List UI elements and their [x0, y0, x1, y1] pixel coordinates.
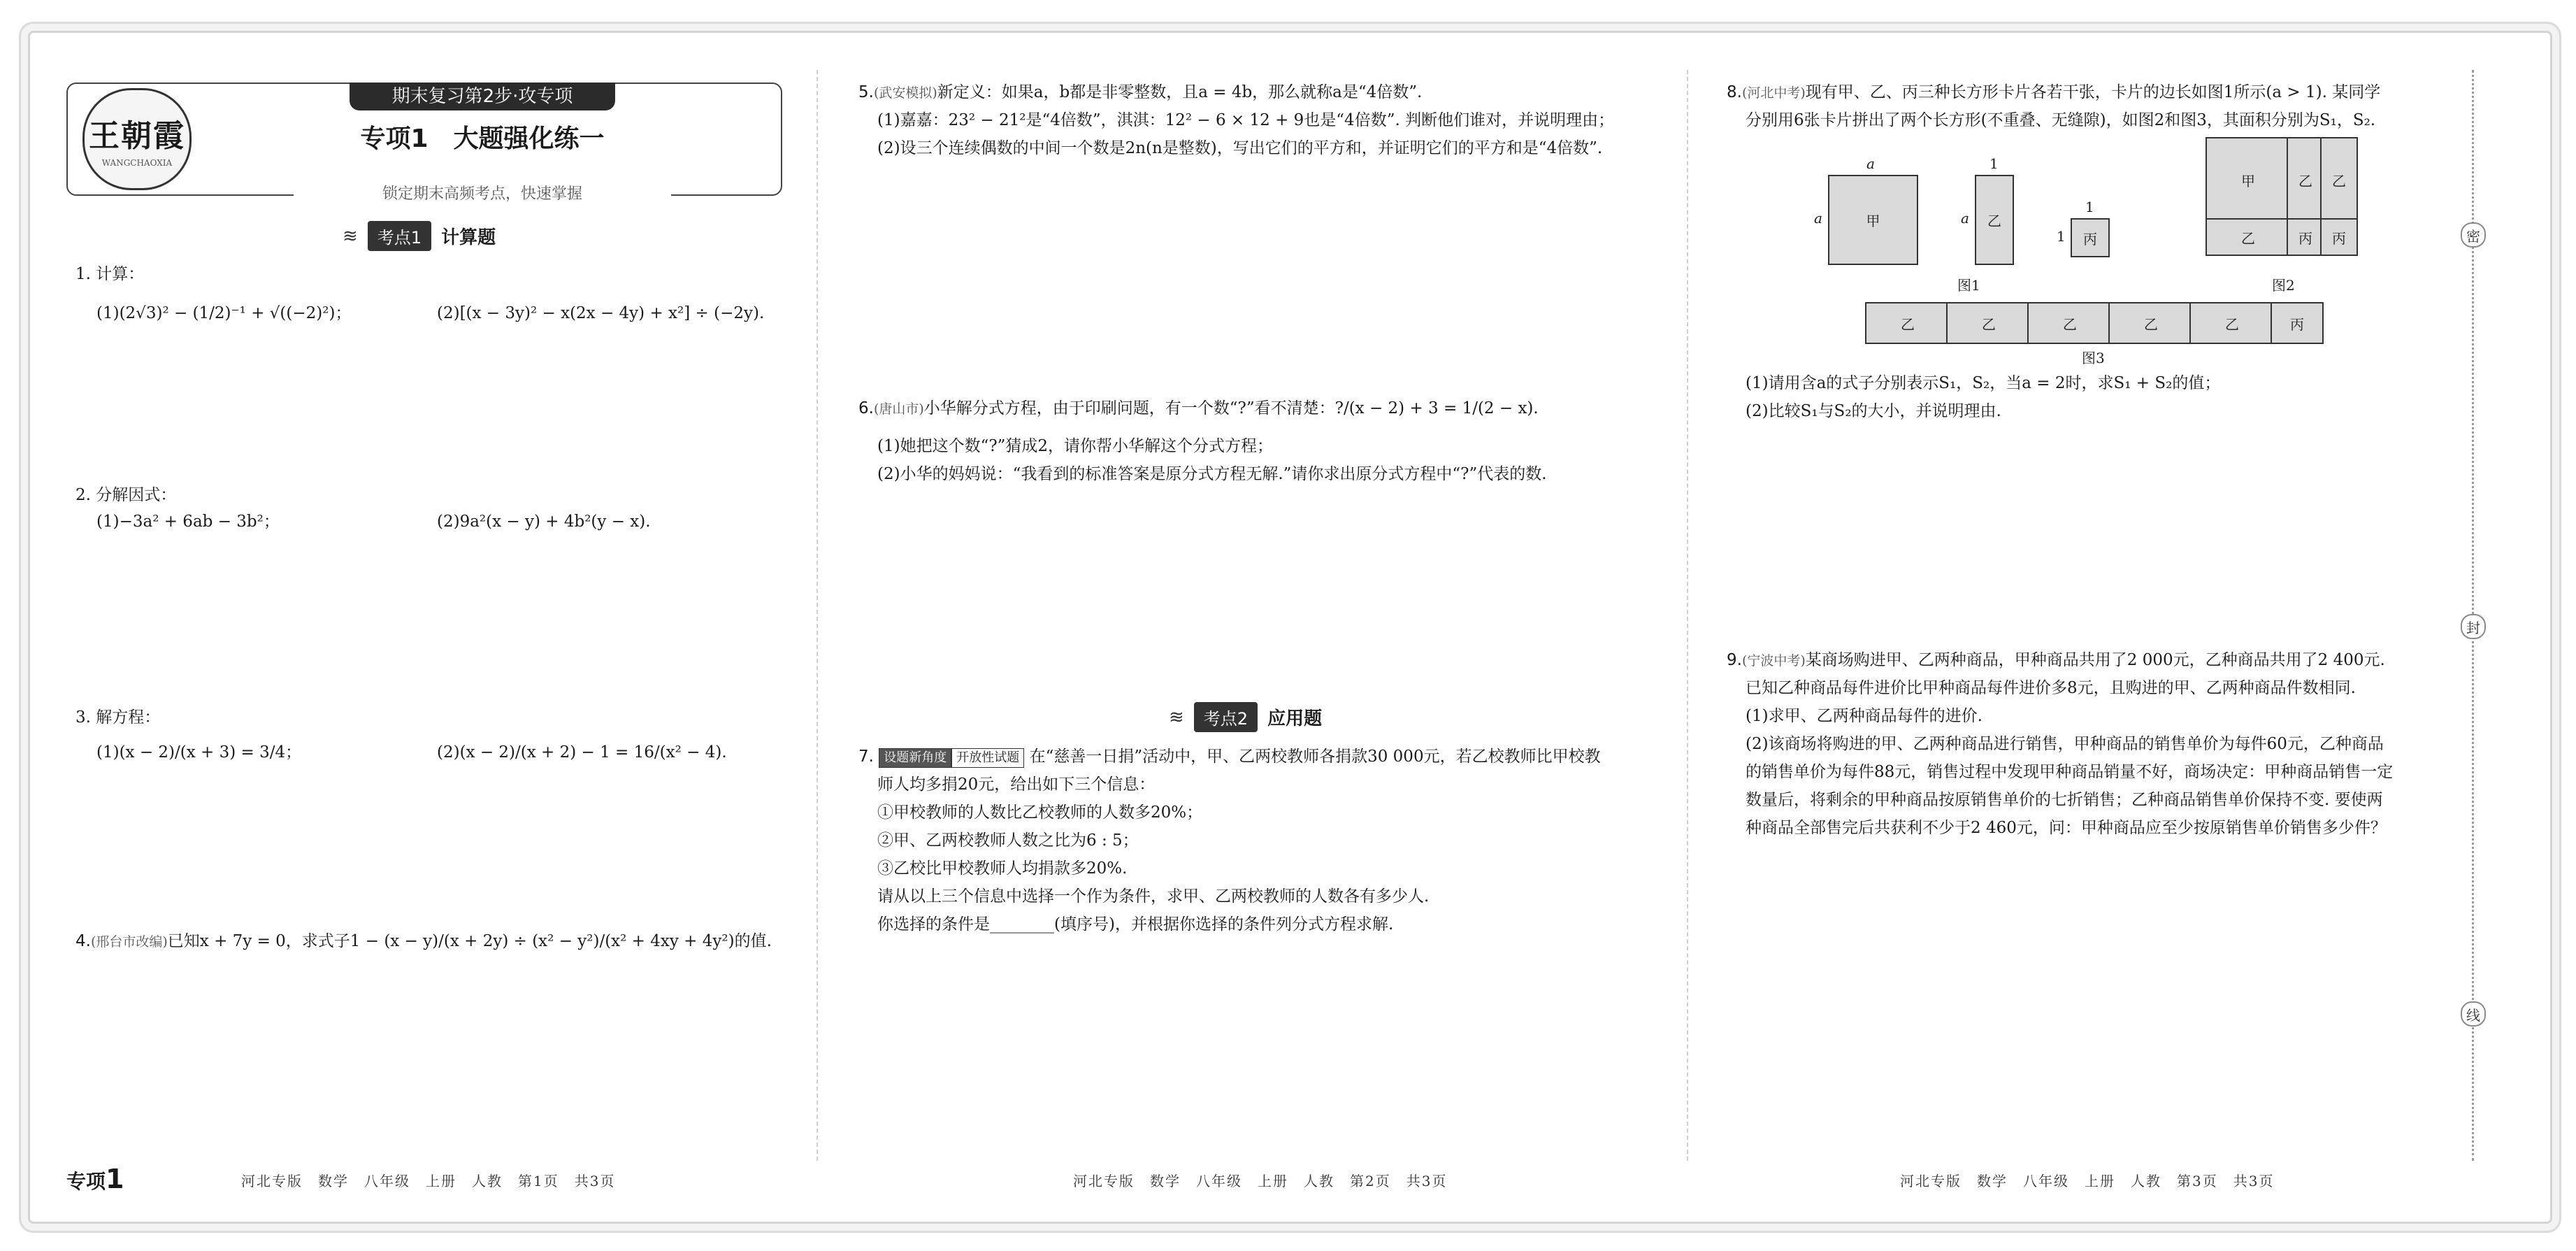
question-6-line-1: 6.(唐山市)小华解分式方程，由于印刷问题，有一个数“?”看不清楚：?/(x − 2) + 3 = 1/(2 − x).	[858, 399, 1539, 417]
section-heading-1	[343, 221, 496, 251]
exam-sheet	[28, 31, 2552, 1224]
question-source: (唐山市)	[873, 401, 924, 417]
question-8-line-1: 8.(河北中考)现有甲、乙、丙三种长方形卡片各若干张，卡片的边长如图1所示(a > 1). 某同学	[1727, 83, 2381, 101]
question-8-line-3: (1)请用含a的式子分别表示S₁，S₂，当a = 2时，求S₁ + S₂的值；	[1746, 374, 2221, 392]
question-source: (宁波中考)	[1741, 653, 1806, 669]
question-7-line-6: 请从以上三个信息中选择一个作为条件，求甲、乙两校教师的人数各有多少人.	[877, 887, 1430, 906]
question-1-part-1: (1)(2√3)² − (1/2)⁻¹ + √((−2)²)；	[96, 304, 352, 322]
card-yi: 乙	[1975, 175, 2014, 265]
question-9-line-4: (2)该商场将购进的甲、乙两种商品进行销售，甲种商品的销售单价为每件60元，乙种商品	[1746, 735, 2384, 753]
column-divider	[816, 70, 818, 1161]
question-9-line-7: 种商品全部售完后共获利不少于2 460元，问：甲种商品应至少按原销售单价销售多少件？	[1746, 819, 2387, 837]
footer-page-3: 河北专版 数学 八年级 上册 人教 第3页 共3页	[1900, 1173, 2275, 1189]
question-7-line-5: ③乙校比甲校教师人均捐款多20%.	[877, 859, 1128, 878]
question-3-part-1: (1)(x − 2)/(x + 3) = 3/4；	[96, 743, 302, 762]
footer-special-label: 专项1	[66, 1164, 124, 1194]
question-1-part-2: (2)[(x − 3y)² − x(2x − 4y) + x²] ÷ (−2y).	[437, 304, 765, 322]
question-9-line-3: (1)求甲、乙两种商品每件的进价.	[1746, 707, 1983, 725]
question-3-stem: 3. 解方程：	[75, 708, 161, 727]
card-bing: 丙	[2071, 218, 2110, 257]
footer-page-2: 河北专版 数学 八年级 上册 人教 第2页 共3页	[1073, 1173, 1448, 1189]
figure-2-caption: 图2	[2272, 277, 2295, 294]
section-heading-2	[1169, 702, 1322, 732]
section-badge: 考点1	[368, 221, 431, 251]
question-9-line-1: 9.(宁波中考)某商场购进甲、乙两种商品，甲种商品共用了2 000元，乙种商品共用了2 400元.	[1727, 651, 2385, 669]
section-badge: 考点2	[1194, 702, 1258, 732]
question-3-part-2: (2)(x − 2)/(x + 2) − 1 = 16/(x² − 4).	[437, 743, 727, 762]
column-divider	[1687, 70, 1688, 1161]
question-source: (河北中考)	[1741, 85, 1806, 101]
question-5-line-3: (2)设三个连续偶数的中间一个数是2n(n是整数)，写出它们的平方和，并证明它们的平方和是“4倍数”.	[877, 139, 1603, 157]
question-6-line-2: (1)她把这个数“?”猜成2，请你帮小华解这个分式方程；	[877, 437, 1274, 455]
question-7-line-3: ①甲校教师的人数比乙校教师的人数多20%；	[877, 803, 1203, 822]
figure-3-caption: 图3	[2082, 350, 2105, 366]
figure-1-caption: 图1	[1957, 277, 1980, 294]
review-step-tag: 期末复习第2步·攻专项	[350, 83, 615, 110]
question-source: (武安模拟)	[873, 85, 937, 101]
page-title: 专项1 大题强化练一	[360, 124, 605, 153]
question-1-stem: 1. 计算：	[75, 265, 145, 283]
question-7-line-2: 师人均多捐20元，给出如下三个信息：	[877, 775, 1156, 794]
question-8-line-4: (2)比较S₁与S₂的大小，并说明理由.	[1746, 402, 2001, 420]
question-7-line-7: 你选择的条件是________(填序号)，并根据你选择的条件列分式方程求解.	[877, 915, 1394, 934]
question-5-line-2: (1)嘉嘉：23² − 21²是“4倍数”，淇淇：12² − 6 × 12 + 9也是“4倍数”. 判断他们谁对，并说明理由；	[877, 111, 1615, 129]
new-angle-tag: 设题新角度	[879, 748, 951, 768]
publisher-logo: 王朝霞 WANGCHAOXIA	[82, 88, 192, 190]
side-mark-mi: 密	[2461, 222, 2486, 248]
question-6-line-3: (2)小华的妈妈说：“我看到的标准答案是原分式方程无解.”请你求出原分式方程中“?”代表的数.	[877, 465, 1547, 483]
side-mark-feng: 封	[2461, 614, 2486, 639]
footer-page-1: 河北专版 数学 八年级 上册 人教 第1页 共3页	[241, 1173, 616, 1189]
question-5-line-1: 5.(武安模拟)新定义：如果a，b都是非零整数，且a = 4b，那么就称a是“4倍数”.	[858, 83, 1423, 101]
question-2-part-1: (1)−3a² + 6ab − 3b²；	[96, 513, 280, 531]
wave-icon: ≋	[343, 225, 358, 247]
page-subtitle: 锁定期末高频考点，快速掌握	[294, 182, 671, 203]
section-title: 应用题	[1267, 708, 1323, 729]
wave-icon: ≋	[1169, 706, 1184, 728]
side-mark-xian: 线	[2461, 1001, 2486, 1027]
card-jia: 甲	[1828, 175, 1918, 265]
section-title: 计算题	[441, 227, 496, 248]
question-9-line-5: 的销售单价为每件88元，销售过程中发现甲种商品销量不好，商场决定：甲种商品销售一定	[1746, 763, 2394, 781]
question-9-line-2: 已知乙种商品每件进价比甲种商品每件进价多8元，且购进的甲、乙两种商品件数相同.	[1746, 679, 2356, 697]
question-7-line-1: 7. 设题新角度 开放性试题 在“慈善一日捐”活动中，甲、乙两校教师各捐款30 000元，若乙校教师比甲校教	[858, 743, 1601, 771]
open-question-tag: 开放性试题	[951, 748, 1024, 768]
question-7-line-4: ②甲、乙两校教师人数之比为6 : 5；	[877, 831, 1139, 850]
question-source: (邢台市改编)	[90, 934, 168, 950]
question-2-part-2: (2)9a²(x − y) + 4b²(y − x).	[437, 513, 651, 531]
question-9-line-6: 数量后，将剩余的甲种商品按原销售单价的七折销售；乙种商品销售单价保持不变. 要使两	[1746, 791, 2383, 809]
question-8-line-2: 分别用6张卡片拼出了两个长方形(不重叠、无缝隙)，如图2和图3，其面积分别为S₁，S₂.	[1746, 111, 2376, 129]
question-4: 4.(邢台市改编)已知x + 7y = 0，求式子1 − (x − y)/(x + 2y) ÷ (x² − y²)/(x² + 4xy + 4y²)的值.	[75, 932, 772, 950]
question-2-stem: 2. 分解因式：	[75, 486, 177, 504]
